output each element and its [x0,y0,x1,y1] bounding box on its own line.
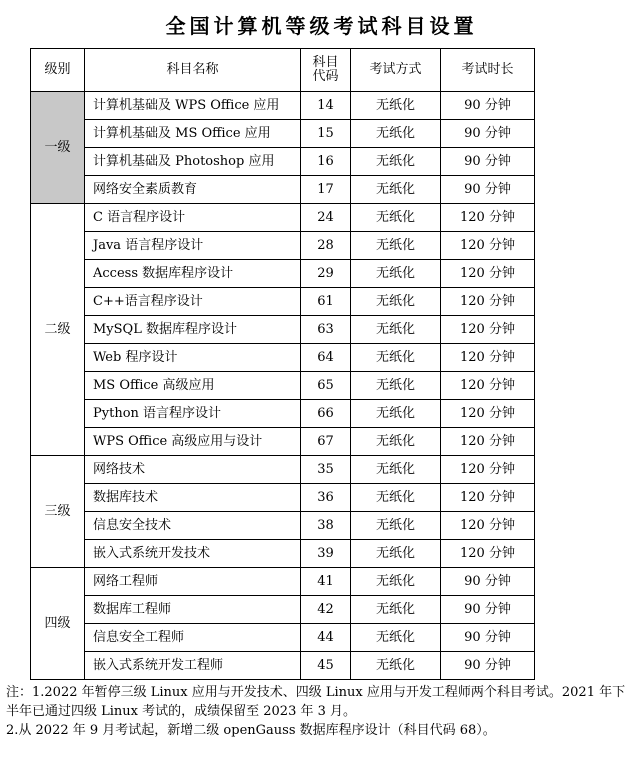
table-row [31,260,535,288]
exam-mode-cell: 无纸化 [351,624,441,652]
subject-name-cell: 网络工程师 [85,568,301,596]
subject-code-cell: 67 [301,428,351,456]
subject-code-cell: 35 [301,456,351,484]
subject-code-cell: 17 [301,176,351,204]
exam-duration-cell: 120 分钟 [441,232,535,260]
table-row [31,288,535,316]
table-row [31,484,535,512]
subject-name-cell: 数据库技术 [85,484,301,512]
exam-duration-cell: 120 分钟 [441,540,535,568]
table-row [31,204,535,232]
exam-duration-cell: 90 分钟 [441,596,535,624]
exam-duration-cell: 120 分钟 [441,344,535,372]
table-row [31,540,535,568]
subject-name-cell: MySQL 数据库程序设计 [85,316,301,344]
exam-mode-cell: 无纸化 [351,596,441,624]
exam-duration-cell: 120 分钟 [441,456,535,484]
exam-mode-cell: 无纸化 [351,316,441,344]
table-row [31,92,535,120]
table-row [31,428,535,456]
level-cell: 三级 [31,456,85,568]
subject-code-cell: 64 [301,344,351,372]
exam-duration-cell: 90 分钟 [441,176,535,204]
table-row [31,120,535,148]
exam-mode-cell: 无纸化 [351,568,441,596]
subject-code-cell: 41 [301,568,351,596]
subject-name-cell: Access 数据库程序设计 [85,260,301,288]
table-row [31,148,535,176]
table-row [31,596,535,624]
exam-duration-cell: 90 分钟 [441,120,535,148]
level-cell: 四级 [31,568,85,680]
subject-name-cell: 计算机基础及 WPS Office 应用 [85,92,301,120]
exam-duration-cell: 120 分钟 [441,204,535,232]
exam-mode-cell: 无纸化 [351,260,441,288]
subject-name-cell: 计算机基础及 Photoshop 应用 [85,148,301,176]
header-code-line2: 代码 [312,69,339,84]
table-row [31,624,535,652]
header-level: 级别 [31,49,85,92]
subject-name-cell: 计算机基础及 MS Office 应用 [85,120,301,148]
exam-duration-cell: 90 分钟 [441,568,535,596]
subject-code-cell: 39 [301,540,351,568]
subject-code-cell: 24 [301,204,351,232]
exam-duration-cell: 120 分钟 [441,428,535,456]
subject-code-cell: 42 [301,596,351,624]
exam-mode-cell: 无纸化 [351,512,441,540]
table-row [31,456,535,484]
subject-name-cell: Python 语言程序设计 [85,400,301,428]
subject-code-cell: 15 [301,120,351,148]
subject-name-cell: 网络安全素质教育 [85,176,301,204]
exam-mode-cell: 无纸化 [351,372,441,400]
exam-duration-cell: 120 分钟 [441,260,535,288]
header-code-line1: 科目 [312,55,339,70]
exam-mode-cell: 无纸化 [351,92,441,120]
subject-name-cell: MS Office 高级应用 [85,372,301,400]
table-row [31,652,535,680]
subject-code-cell: 63 [301,316,351,344]
subject-code-cell: 61 [301,288,351,316]
table-row [31,512,535,540]
subject-code-cell: 29 [301,260,351,288]
subject-name-cell: Web 程序设计 [85,344,301,372]
header-code [301,49,351,92]
subject-name-cell: C 语言程序设计 [85,204,301,232]
table-row [31,400,535,428]
table-row [31,344,535,372]
subject-code-cell: 45 [301,652,351,680]
exam-mode-cell: 无纸化 [351,204,441,232]
exam-mode-cell: 无纸化 [351,176,441,204]
table-row [31,232,535,260]
table-header-row [31,49,535,92]
header-duration: 考试时长 [441,49,535,92]
exam-mode-cell: 无纸化 [351,148,441,176]
subject-code-cell: 66 [301,400,351,428]
exam-mode-cell: 无纸化 [351,652,441,680]
subject-name-cell: 嵌入式系统开发技术 [85,540,301,568]
subject-code-cell: 36 [301,484,351,512]
exam-mode-cell: 无纸化 [351,120,441,148]
notes [6,683,636,740]
table-body [31,92,535,680]
level-cell: 二级 [31,204,85,456]
exam-duration-cell: 90 分钟 [441,148,535,176]
table-row [31,316,535,344]
exam-mode-cell: 无纸化 [351,428,441,456]
exam-duration-cell: 90 分钟 [441,624,535,652]
exam-duration-cell: 120 分钟 [441,400,535,428]
subject-name-cell: 网络技术 [85,456,301,484]
subject-name-cell: WPS Office 高级应用与设计 [85,428,301,456]
subject-name-cell: 信息安全技术 [85,512,301,540]
exam-duration-cell: 120 分钟 [441,288,535,316]
subject-name-cell: 数据库工程师 [85,596,301,624]
subject-code-cell: 14 [301,92,351,120]
exam-mode-cell: 无纸化 [351,484,441,512]
subject-code-cell: 28 [301,232,351,260]
table-row [31,176,535,204]
page-title: 全国计算机等级考试科目设置 [165,14,478,38]
subject-code-cell: 16 [301,148,351,176]
table-row [31,372,535,400]
header-mode: 考试方式 [351,49,441,92]
subject-name-cell: 嵌入式系统开发工程师 [85,652,301,680]
subject-name-cell: Java 语言程序设计 [85,232,301,260]
subject-code-cell: 65 [301,372,351,400]
subject-name-cell: 信息安全工程师 [85,624,301,652]
exam-mode-cell: 无纸化 [351,400,441,428]
header-name: 科目名称 [85,49,301,92]
table-row [31,568,535,596]
exam-mode-cell: 无纸化 [351,456,441,484]
note-1: 注：1.2022 年暂停三级 Linux 应用与开发技术、四级 Linux 应用与开发工程师两个科目考试。2021 年下半年已通过四级 Linux 考试的，成绩保留至 2023 年 3 月。 [6,685,626,719]
exam-duration-cell: 120 分钟 [441,316,535,344]
subject-code-cell: 44 [301,624,351,652]
exam-duration-cell: 120 分钟 [441,484,535,512]
subject-code-cell: 38 [301,512,351,540]
exam-mode-cell: 无纸化 [351,344,441,372]
subjects-table [30,48,535,680]
level-cell: 一级 [31,92,85,204]
exam-duration-cell: 120 分钟 [441,372,535,400]
exam-mode-cell: 无纸化 [351,540,441,568]
note-2: 2.从 2022 年 9 月考试起，新增二级 openGauss 数据库程序设计（科目代码 68）。 [6,723,496,738]
exam-mode-cell: 无纸化 [351,288,441,316]
exam-mode-cell: 无纸化 [351,232,441,260]
exam-duration-cell: 120 分钟 [441,512,535,540]
exam-duration-cell: 90 分钟 [441,652,535,680]
exam-duration-cell: 90 分钟 [441,92,535,120]
subject-name-cell: C++语言程序设计 [85,288,301,316]
